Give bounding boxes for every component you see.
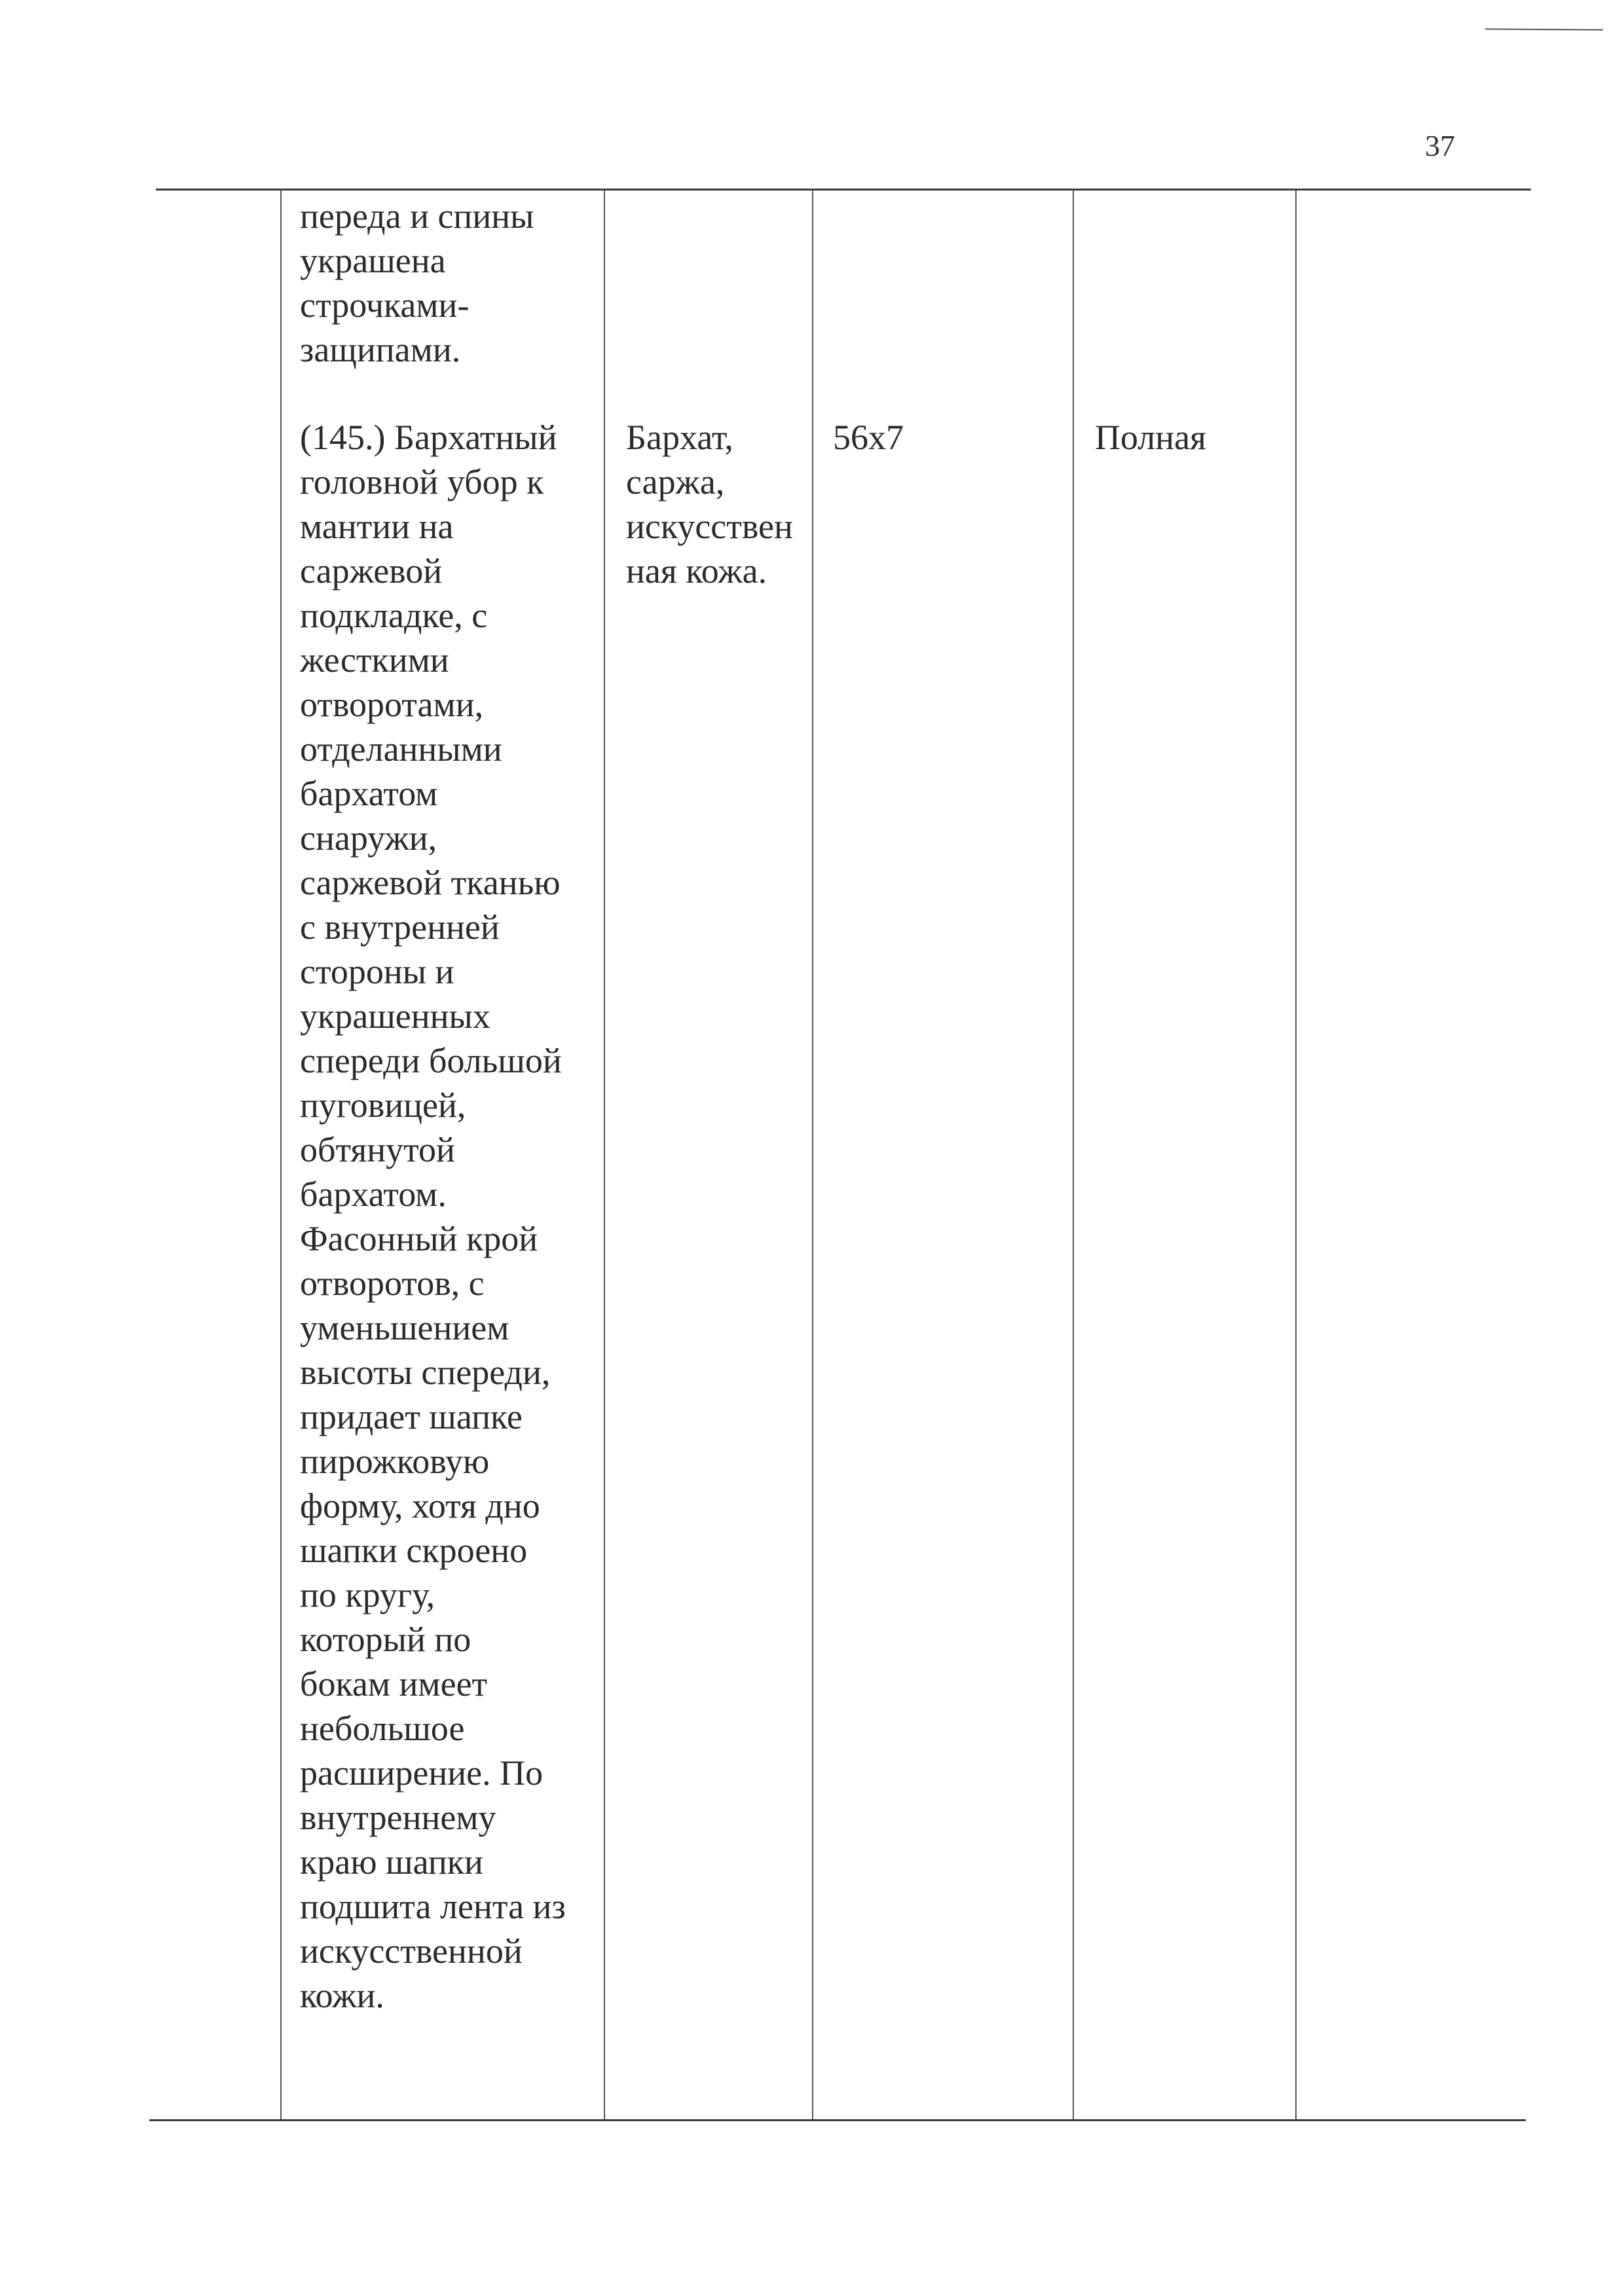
continued-description-cell: переда и спины украшена строчками- защипами. bbox=[300, 196, 534, 369]
table-bottom-rule bbox=[149, 2119, 1526, 2121]
scan-edge-mark bbox=[1485, 28, 1603, 30]
table-column-divider bbox=[604, 190, 605, 2119]
item-condition-cell: Полная bbox=[1095, 418, 1206, 457]
item-description-cell: (145.) Бархатный головной убор к мантии на саржевой подкладке, с жесткими отворотами, отделанными бархатом снаружи, саржевой тканью с внутренней стороны и украшенных спереди большой пуговицей, обтянутой бархатом. Фасонный крой отворотов, с уменьшением высоты спереди, придает шапке пирожковую форму, хотя дно шапки скроено по кругу, который по бокам имеет небольшое расширение. По внутреннему краю шапки подшита лента из искусственной кожи. bbox=[300, 418, 566, 2015]
table-column-divider bbox=[1073, 190, 1074, 2119]
page-number: 37 bbox=[1425, 129, 1455, 162]
item-size-cell: 56x7 bbox=[833, 418, 904, 457]
table-top-rule bbox=[156, 189, 1531, 191]
item-material-cell: Бархат, саржа, искусствен ная кожа. bbox=[626, 418, 793, 591]
table-column-divider bbox=[280, 190, 282, 2119]
table-column-divider bbox=[1295, 190, 1297, 2119]
